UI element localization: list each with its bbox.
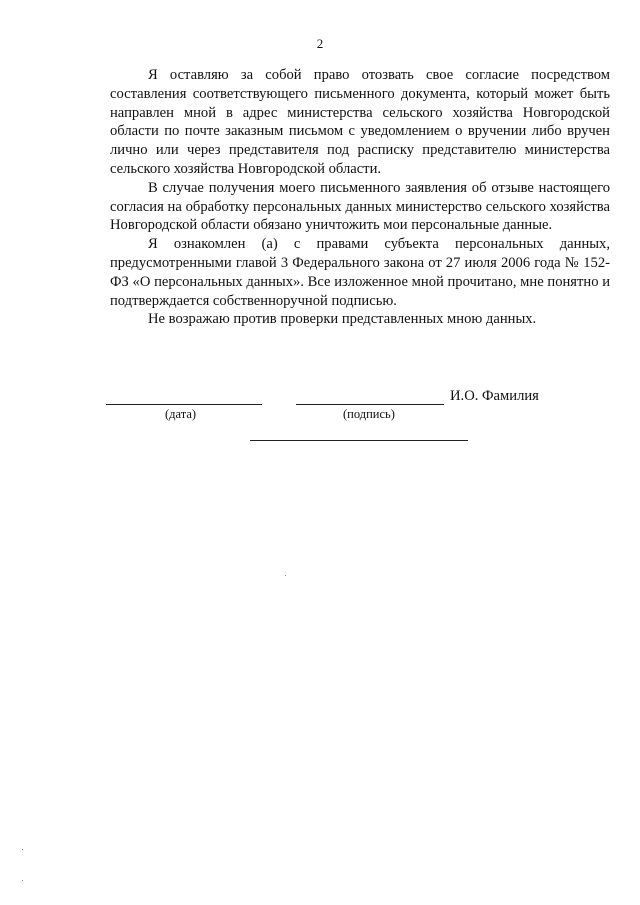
signer-name: И.О. Фамилия	[450, 388, 539, 404]
paragraph-revocation: Я оставляю за собой право отозвать свое согласие посредством составления соответствующего письменного документа, который может быть направлен мной в адрес министерства сельского хозяйства Новгородской области по почте заказным письмом с уведомлением о вручении либо вручен лично или через представителя под расписку представителю министерства сельского хозяйства Новгородской области.	[110, 67, 610, 177]
extra-signature-line	[250, 440, 468, 441]
paragraph-withdrawal: В случае получения моего письменного заявления об отзыве настоящего согласия на обработку персональных данных министерство сельского хозяйства Новгородской области обязано уничтожить мои персональные данные.	[110, 179, 610, 234]
paragraph-verification: Не возражаю против проверки представленных мною данных.	[148, 311, 537, 328]
page-number: 2	[316, 36, 324, 51]
date-caption: (дата)	[165, 407, 197, 421]
scan-speck	[285, 575, 286, 576]
scan-speck	[22, 849, 23, 850]
date-line	[106, 404, 262, 405]
paragraph-rights: Я ознакомлен (а) с правами субъекта персональных данных, предусмотренными главой 3 Федерального закона от 27 июля 2006 года № 152-ФЗ «О персональных данных». Все изложенное мной прочитано, мне понятно и подтверждается собственноручной подписью.	[110, 236, 610, 309]
signature-line	[296, 404, 444, 405]
scan-speck	[22, 880, 23, 881]
consent-text	[110, 66, 610, 329]
signature-caption: (подпись)	[343, 407, 395, 421]
